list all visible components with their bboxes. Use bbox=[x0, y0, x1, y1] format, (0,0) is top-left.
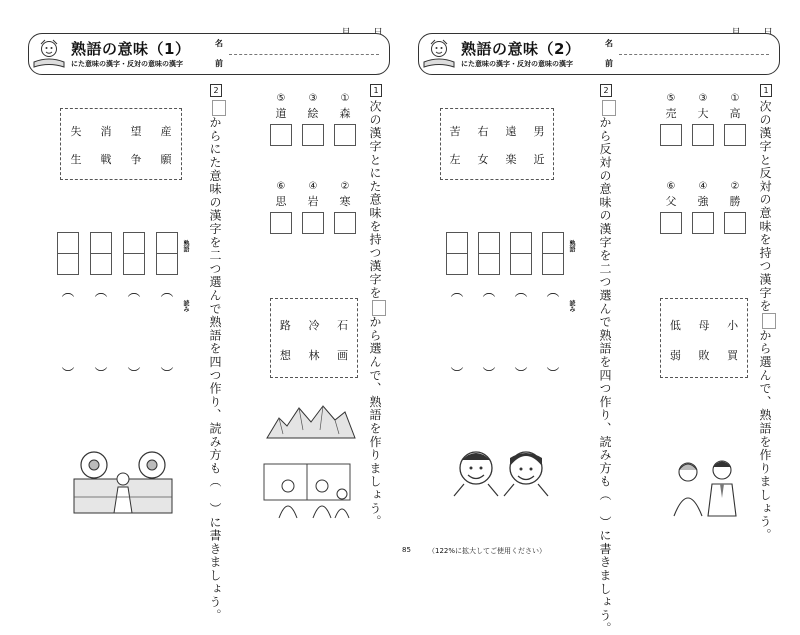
jukugo-cell[interactable] bbox=[90, 232, 112, 254]
paren-close: ︶ bbox=[160, 367, 174, 382]
paren-open: ︵ bbox=[160, 285, 174, 300]
jukugo-cell[interactable] bbox=[156, 232, 178, 254]
question-1-number: 1 bbox=[370, 84, 382, 97]
footer-note: （122%に拡大してご使用ください） bbox=[428, 547, 547, 555]
paren-open: ︵ bbox=[61, 285, 75, 300]
paren-open: ︵ bbox=[450, 285, 464, 300]
paren-close: ︶ bbox=[546, 367, 560, 382]
paren-open: ︵ bbox=[94, 285, 108, 300]
mountain-illustration bbox=[265, 400, 357, 440]
name-label-bottom: 前 bbox=[605, 59, 613, 68]
kanji-item: ④ 強 bbox=[691, 180, 715, 234]
question-1-number: 1 bbox=[760, 84, 772, 97]
kanji-item: ④ 岩 bbox=[301, 180, 325, 234]
children-illustration bbox=[446, 448, 556, 498]
page-title: 熟語の意味（2） bbox=[461, 40, 581, 58]
choice-kanji: 失 bbox=[70, 125, 82, 138]
name-label-bottom: 前 bbox=[215, 59, 223, 68]
jukugo-cell[interactable] bbox=[478, 253, 500, 275]
jukugo-answer-column bbox=[57, 232, 79, 275]
choice-kanji: 母 bbox=[698, 319, 710, 332]
people-illustration bbox=[260, 456, 355, 520]
answer-box[interactable] bbox=[334, 124, 356, 146]
choice-kanji: 苦 bbox=[449, 125, 461, 138]
jukugo-cell[interactable] bbox=[57, 232, 79, 254]
answer-box[interactable] bbox=[334, 212, 356, 234]
choice-kanji: 争 bbox=[130, 153, 142, 166]
inline-choice-box bbox=[212, 100, 226, 116]
paren-close: ︶ bbox=[94, 367, 108, 382]
paren-close: ︶ bbox=[482, 367, 496, 382]
kanji-item: ⑥ 思 bbox=[269, 180, 293, 234]
kanji-item: ⑤ 道 bbox=[269, 92, 293, 146]
kanji-item: ① 森 bbox=[333, 92, 357, 146]
book-mascot-icon bbox=[421, 36, 457, 72]
question-1-instruction: 次の漢字と反対の意味を持つ漢字をから選んで、熟語を作りましょう。 bbox=[757, 100, 776, 542]
choice-kanji: 消 bbox=[100, 125, 112, 138]
page-subtitle: にた意味の漢字・反対の意味の漢字 bbox=[71, 60, 183, 68]
jukugo-cell[interactable] bbox=[478, 232, 500, 254]
choice-kanji: 願 bbox=[160, 153, 172, 166]
answer-box[interactable] bbox=[724, 212, 746, 234]
jukugo-cell[interactable] bbox=[123, 232, 145, 254]
choice-kanji: 右 bbox=[477, 125, 489, 138]
choice-kanji: 画 bbox=[337, 349, 349, 362]
jukugo-label: 熟語 bbox=[568, 240, 575, 252]
name-label-top: 名 bbox=[605, 39, 613, 48]
choice-kanji: 遠 bbox=[505, 125, 517, 138]
choice-kanji: 女 bbox=[477, 153, 489, 166]
answer-box[interactable] bbox=[302, 212, 324, 234]
jukugo-cell[interactable] bbox=[57, 253, 79, 275]
choice-box bbox=[60, 108, 182, 180]
question-1-instruction: 次の漢字とにた意味を持つ漢字をから選んで、熟語を作りましょう。 bbox=[367, 100, 386, 528]
question-2-number: 2 bbox=[210, 84, 222, 97]
factory-worker-illustration bbox=[68, 445, 180, 517]
yomi-label: 読み bbox=[568, 300, 575, 312]
choice-kanji: 買 bbox=[727, 349, 739, 362]
header-box bbox=[418, 33, 780, 75]
jukugo-cell[interactable] bbox=[90, 253, 112, 275]
answer-box[interactable] bbox=[692, 124, 714, 146]
question-2-instruction: から反対の意味の漢字を二つ選んで熟語を四つ作り、読み方も（）に書きましょう。 bbox=[597, 100, 616, 635]
choice-kanji: 楽 bbox=[505, 153, 517, 166]
name-write-line bbox=[229, 54, 379, 55]
answer-box[interactable] bbox=[270, 212, 292, 234]
jukugo-cell[interactable] bbox=[156, 253, 178, 275]
kanji-item: ② 勝 bbox=[723, 180, 747, 234]
name-label-top: 名 bbox=[215, 39, 223, 48]
jukugo-answer-column bbox=[542, 232, 564, 275]
answer-box[interactable] bbox=[692, 212, 714, 234]
paren-open: ︵ bbox=[482, 285, 496, 300]
paren-open: ︵ bbox=[546, 285, 560, 300]
answer-box[interactable] bbox=[270, 124, 292, 146]
choice-box bbox=[440, 108, 554, 180]
page-subtitle: にた意味の漢字・反対の意味の漢字 bbox=[461, 60, 573, 68]
jukugo-cell[interactable] bbox=[510, 253, 532, 275]
choice-kanji: 敗 bbox=[698, 349, 710, 362]
paren-close: ︶ bbox=[127, 367, 141, 382]
paren-open: ︵ bbox=[127, 285, 141, 300]
paren-close: ︶ bbox=[450, 367, 464, 382]
choice-box bbox=[270, 298, 358, 378]
kanji-item: ⑤ 売 bbox=[659, 92, 683, 146]
choice-kanji: 冷 bbox=[308, 319, 320, 332]
jukugo-cell[interactable] bbox=[542, 232, 564, 254]
choice-kanji: 石 bbox=[337, 319, 349, 332]
jukugo-answer-column bbox=[446, 232, 468, 275]
inline-choice-box bbox=[762, 313, 776, 329]
choice-kanji: 生 bbox=[70, 153, 82, 166]
question-2-number: 2 bbox=[600, 84, 612, 97]
answer-box[interactable] bbox=[302, 124, 324, 146]
yomi-label: 読み bbox=[182, 300, 189, 312]
jukugo-cell[interactable] bbox=[123, 253, 145, 275]
jukugo-answer-column bbox=[90, 232, 112, 275]
choice-kanji: 路 bbox=[279, 319, 291, 332]
choice-kanji: 男 bbox=[533, 125, 545, 138]
jukugo-answer-column bbox=[123, 232, 145, 275]
jukugo-label: 熟語 bbox=[182, 240, 189, 252]
worksheet-page-left bbox=[20, 0, 398, 623]
book-mascot-icon bbox=[31, 36, 67, 72]
paren-open: ︵ bbox=[514, 285, 528, 300]
choice-box bbox=[660, 298, 748, 378]
kanji-item: ③ 絵 bbox=[301, 92, 325, 146]
choice-kanji: 望 bbox=[130, 125, 142, 138]
jukugo-cell[interactable] bbox=[446, 253, 468, 275]
paren-close: ︶ bbox=[514, 367, 528, 382]
choice-kanji: 弱 bbox=[669, 349, 681, 362]
jukugo-answer-column bbox=[510, 232, 532, 275]
kanji-item: ⑥ 父 bbox=[659, 180, 683, 234]
choice-kanji: 戦 bbox=[100, 153, 112, 166]
answer-box[interactable] bbox=[724, 124, 746, 146]
inline-choice-box bbox=[602, 100, 616, 116]
kanji-item: ② 寒 bbox=[333, 180, 357, 234]
parents-illustration bbox=[666, 452, 746, 518]
choice-kanji: 想 bbox=[279, 349, 291, 362]
header-box bbox=[28, 33, 390, 75]
kanji-item: ① 高 bbox=[723, 92, 747, 146]
inline-choice-box bbox=[372, 300, 386, 316]
choice-kanji: 林 bbox=[308, 349, 320, 362]
choice-kanji: 産 bbox=[160, 125, 172, 138]
answer-box[interactable] bbox=[660, 212, 682, 234]
jukugo-cell[interactable] bbox=[542, 253, 564, 275]
paren-close: ︶ bbox=[61, 367, 75, 382]
name-write-line bbox=[619, 54, 769, 55]
question-2-instruction: からにた意味の漢字を二つ選んで熟語を四つ作り、読み方も（）に書きましょう。 bbox=[207, 100, 226, 622]
choice-kanji: 近 bbox=[533, 153, 545, 166]
page-title: 熟語の意味（1） bbox=[71, 40, 191, 58]
choice-kanji: 低 bbox=[669, 319, 681, 332]
jukugo-cell[interactable] bbox=[510, 232, 532, 254]
page-number: 85 bbox=[402, 546, 411, 554]
choice-kanji: 左 bbox=[449, 153, 461, 166]
jukugo-answer-column bbox=[478, 232, 500, 275]
jukugo-answer-column bbox=[156, 232, 178, 275]
choice-kanji: 小 bbox=[727, 319, 739, 332]
answer-box[interactable] bbox=[660, 124, 682, 146]
jukugo-cell[interactable] bbox=[446, 232, 468, 254]
kanji-item: ③ 大 bbox=[691, 92, 715, 146]
